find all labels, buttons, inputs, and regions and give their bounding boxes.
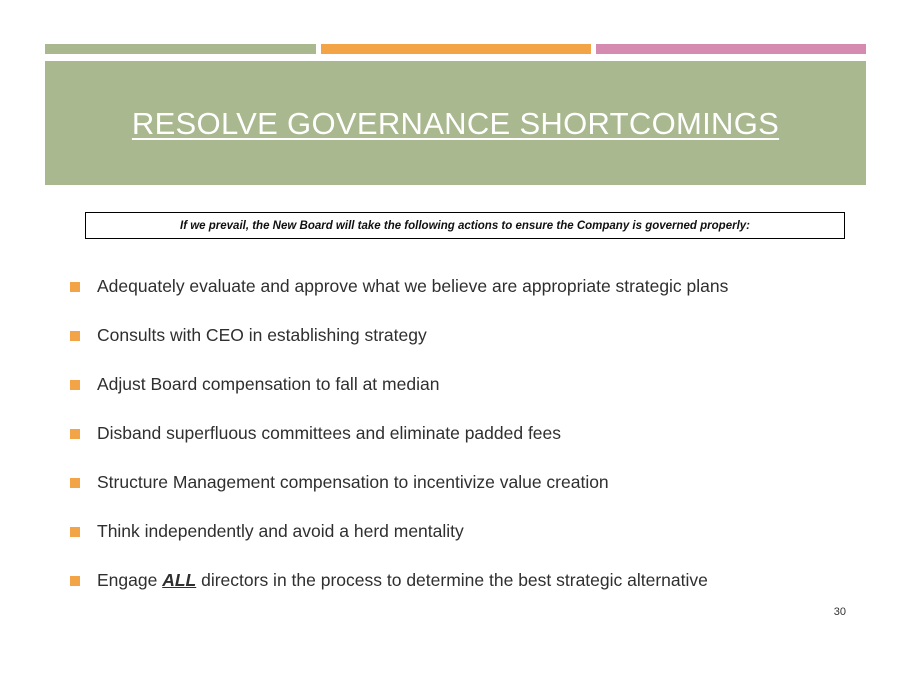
list-item (70, 507, 870, 556)
bullet-text: Consults with CEO in establishing strategy (97, 325, 427, 345)
square-bullet-icon (70, 380, 80, 390)
square-bullet-icon (70, 331, 80, 341)
square-bullet-icon (70, 576, 80, 586)
page-title: RESOLVE GOVERNANCE SHORTCOMINGS (131, 106, 780, 141)
bullet-text (97, 570, 708, 591)
bullet-text: Disband superfluous committees and eliminate padded fees (97, 423, 562, 443)
accent-bar-orange (321, 44, 591, 54)
list-item (70, 458, 870, 507)
square-bullet-icon (70, 478, 80, 488)
bullet-text: Adjust Board compensation to fall at median (97, 374, 440, 394)
bullet-text: Adequately evaluate and approve what we believe are appropriate strategic plans (97, 276, 729, 296)
accent-bar-pink (596, 44, 866, 54)
title-banner (45, 61, 866, 185)
square-bullet-icon (70, 282, 80, 292)
bullet-text: Structure Management compensation to incentivize value creation (97, 472, 609, 492)
page-number: 30 (833, 606, 846, 618)
intro-text: If we prevail, the New Board will take the following actions to ensure the Company is governed properly: (180, 219, 750, 232)
list-item (70, 409, 870, 458)
bullet-text-before: Engage (97, 570, 163, 590)
bullet-list (70, 262, 870, 605)
square-bullet-icon (70, 429, 80, 439)
intro-box (85, 212, 845, 239)
list-item (70, 360, 870, 409)
list-item (70, 262, 870, 311)
list-item (70, 556, 870, 605)
list-item (70, 311, 870, 360)
accent-bar-green (45, 44, 316, 54)
square-bullet-icon (70, 527, 80, 537)
emphasis-all: ALL (162, 570, 197, 590)
bullet-text-after: directors in the process to determine the best strategic alternative (196, 570, 708, 590)
bullet-text: Think independently and avoid a herd mentality (97, 521, 464, 541)
